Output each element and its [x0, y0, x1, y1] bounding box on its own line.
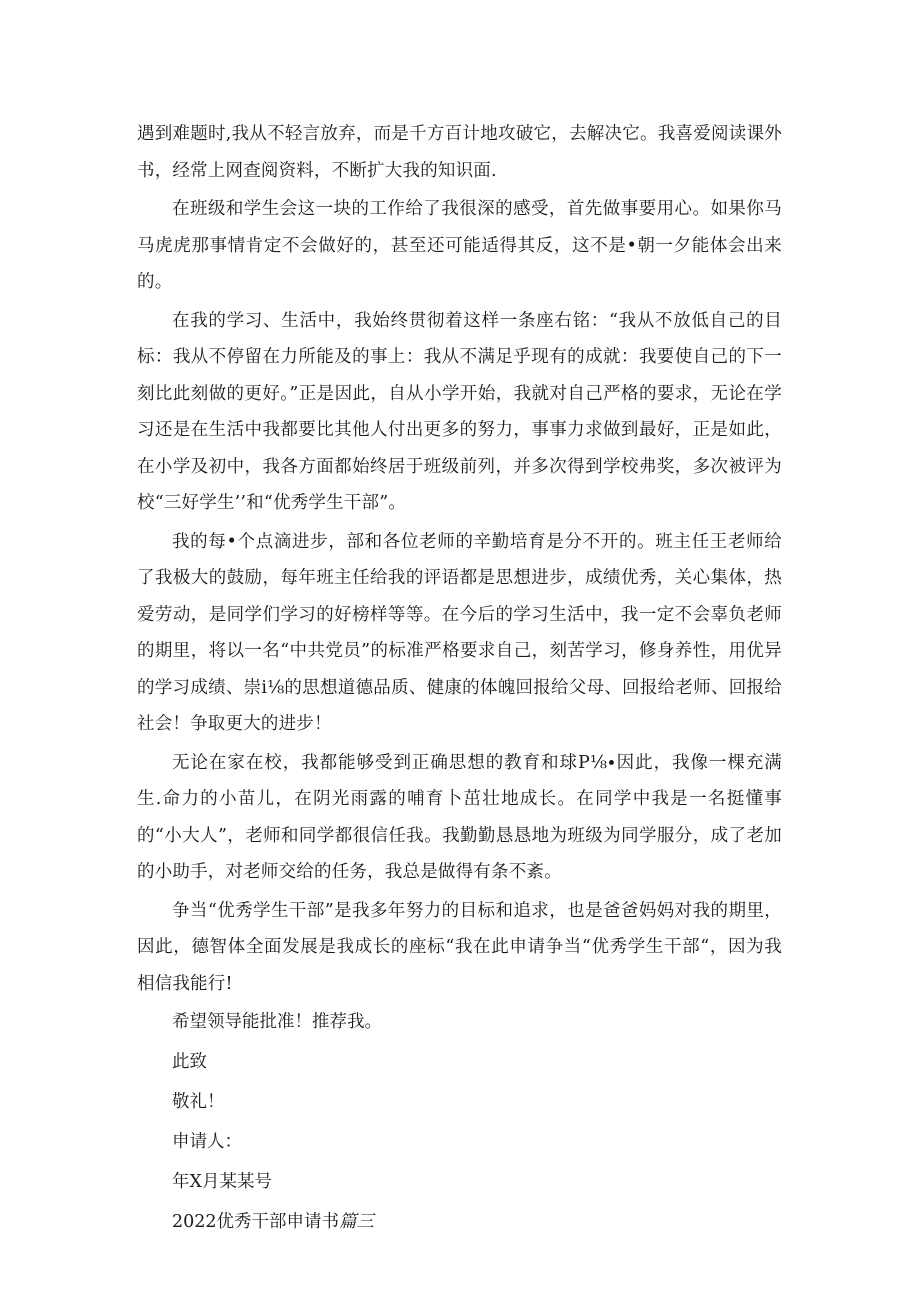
- closing-salutation-1: 此致: [172, 1052, 207, 1072]
- next-section-title-text: 2022优秀干部申请书: [172, 1212, 340, 1232]
- next-section-suffix: 篇三: [339, 1212, 375, 1232]
- closing-request: 希望领导能批准！推荐我。: [172, 1012, 382, 1032]
- paragraph-class-work: 在班级和学生会这一块的工作给了我很深的感受，首先做事要用心。如果你马马虎虎那事情肯定不会做好的，甚至还可能适得其反，这不是•朝一夕能体会出来的。: [137, 199, 782, 292]
- date-line: 年X月某某号: [172, 1172, 272, 1192]
- paragraph-study-habits: 遇到难题时,我从不轻言放弃，而是千方百计地攻破它，去解决它。我喜爱阅读课外书，经常上网查阅资料，不断扩大我的知识面.: [137, 124, 782, 181]
- applicant-label: 申请人：: [172, 1132, 242, 1152]
- paragraph-goal: 争当“优秀学生干部”是我多年努力的目标和追求，也是爸爸妈妈对我的期里，因此，德智体全面发展是我成长的座标“我在此申请争当“优秀学生干部“，因为我相信我能行!: [137, 900, 782, 994]
- closing-salutation-2: 敬礼！: [172, 1092, 225, 1112]
- closing-block: [137, 1002, 782, 1242]
- paragraph-growth: 无论在家在校，我都能够受到正确思想的教育和球P⅛∙因此，我像一棵充满生.命力的小苗儿，在阴光雨露的哺育卜茁壮地成长。在同学中我是一名挺懂事的“小大人”，老师和同学都很信任我。我勤勤恳恳地为班级为同学服分，成了老加的小助手，对老师交给的任务，我总是做得有条不紊。: [137, 752, 782, 882]
- paragraph-teachers: 我的每•个点滴进步，部和各位老师的辛勤培育是分不开的。班主任王老师给了我极大的鼓励，每年班主任给我的评语都是思想进步，成绩优秀，关心集体，热爱劳动，是同学们学习的好榜样等等。在今后的学习生活中，我一定不会辜负老师的期里，将以一名“中共党员”的标准严格要求自己，刻苦学习，修身养性，用优异的学习成绩、崇i⅛的思想道德品质、健康的体魄回报给父母、回报给老师、回报给社会！争取更大的进步！: [137, 531, 782, 734]
- paragraph-motto: 在我的学习、生活中，我始终贯彻着这样一条座右铭：“我从不放低自己的目标：我从不停留在力所能及的事上：我从不满足乎现有的成就：我要使自己的下一刻比此刻做的更好。”正是因此，自从小学开始，我就对自己严格的要求，无论在学习还是在生活中我都要比其他人付出更多的努力，事事力求做到最好，正是如此，在小学及初中，我各方面都始终居于班级前列，并多次得到学校弗奖，多次被评为校“三好学生’’和“优秀学生干部”。: [137, 310, 782, 513]
- next-section-title: [137, 1202, 782, 1242]
- document-body: [137, 116, 782, 1242]
